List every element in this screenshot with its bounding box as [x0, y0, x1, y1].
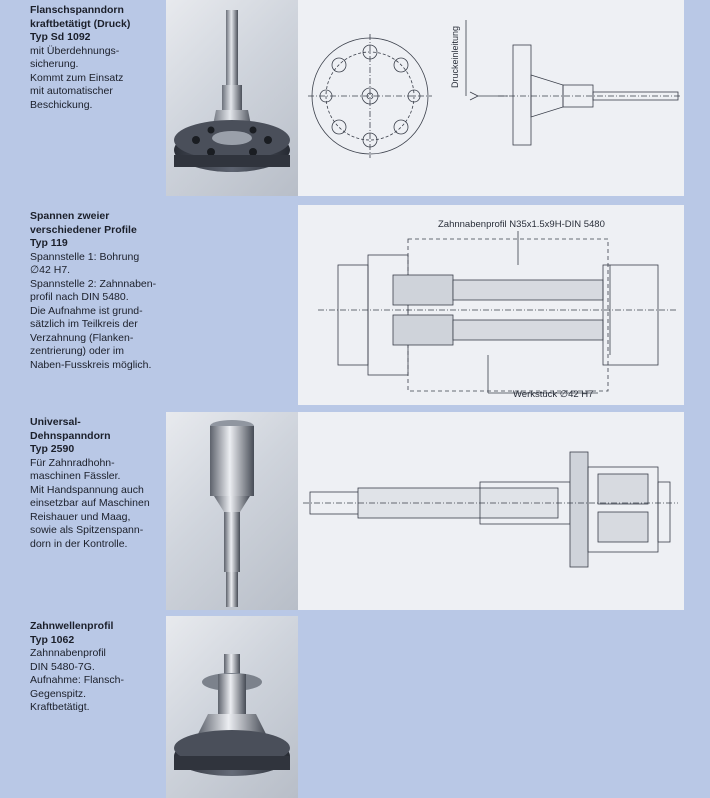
mandrel-photo-typ1062 — [166, 616, 298, 798]
body-line: einsetzbar auf Maschinen — [30, 497, 150, 509]
body-line: Die Aufnahme ist grund- — [30, 304, 143, 317]
body-line: Für Zahnradhohn- — [30, 456, 115, 469]
body-line: profil nach DIN 5480. — [30, 291, 129, 303]
body-line: Zahnnabenprofil — [30, 647, 106, 659]
title-line: Flanschspanndorn — [30, 4, 124, 16]
body-line: Aufnahme: Flansch- — [30, 674, 124, 686]
drawing-label-spline-profile: Zahnnabenprofil N35x1.5x9H-DIN 5480 — [438, 219, 605, 230]
body-line: mit Überdehnungs- — [30, 44, 120, 57]
body-line: maschinen Fässler. — [30, 470, 121, 482]
title-line: Typ 1062 — [30, 633, 75, 646]
title-line: Typ 2590 — [30, 443, 75, 455]
mandrel-photo-sd1092 — [166, 0, 298, 196]
title-line: Universal- — [30, 416, 81, 428]
body-line: mit automatischer — [30, 85, 113, 97]
body-line: Verzahnung (Flanken- — [30, 331, 134, 344]
section-typ119-text — [30, 210, 165, 372]
body-line: Kraftbetätigt. — [30, 701, 90, 713]
body-line: Gegenspitz. — [30, 687, 87, 700]
drawing-label-pressure-input: Druckeinleitung — [450, 25, 460, 88]
section-typ2590-text — [30, 416, 165, 551]
body-line: sicherung. — [30, 58, 79, 70]
technical-drawing-typ119 — [298, 205, 684, 405]
technical-drawing-sd1092 — [298, 0, 684, 196]
title-line: kraftbetätigt (Druck) — [30, 17, 131, 30]
technical-drawing-typ2590 — [298, 412, 684, 610]
title-line: Dehnspanndorn — [30, 429, 111, 442]
body-line: Kommt zum Einsatz — [30, 71, 124, 84]
title-line: Spannen zweier — [30, 210, 110, 222]
body-line: Beschickung. — [30, 98, 93, 111]
section-sd1092-text — [30, 4, 165, 112]
section-typ1062-text — [30, 620, 165, 715]
body-line: sätzlich im Teilkreis der — [30, 318, 138, 330]
body-line: ∅42 H7. — [30, 264, 71, 276]
body-line: dorn in der Kontrolle. — [30, 537, 128, 550]
body-line: zentrierung) oder im — [30, 345, 124, 357]
body-line: Mit Handspannung auch — [30, 483, 144, 496]
title-line: Typ Sd 1092 — [30, 31, 91, 43]
drawing-label-workpiece: Werkstück ∅42 H7 — [513, 389, 594, 400]
title-line: Typ 119 — [30, 237, 68, 249]
body-line: DIN 5480-7G. — [30, 660, 95, 673]
body-line: Naben-Fusskreis möglich. — [30, 358, 152, 371]
body-line: Reishauer und Maag, — [30, 510, 131, 523]
mandrel-photo-typ2590 — [166, 412, 298, 610]
body-line: sowie als Spitzenspann- — [30, 524, 144, 536]
title-line: Zahnwellenprofil — [30, 620, 114, 632]
body-line: Spannstelle 1: Bohrung — [30, 250, 140, 263]
body-line: Spannstelle 2: Zahnnaben- — [30, 277, 157, 290]
title-line: verschiedener Profile — [30, 223, 137, 236]
